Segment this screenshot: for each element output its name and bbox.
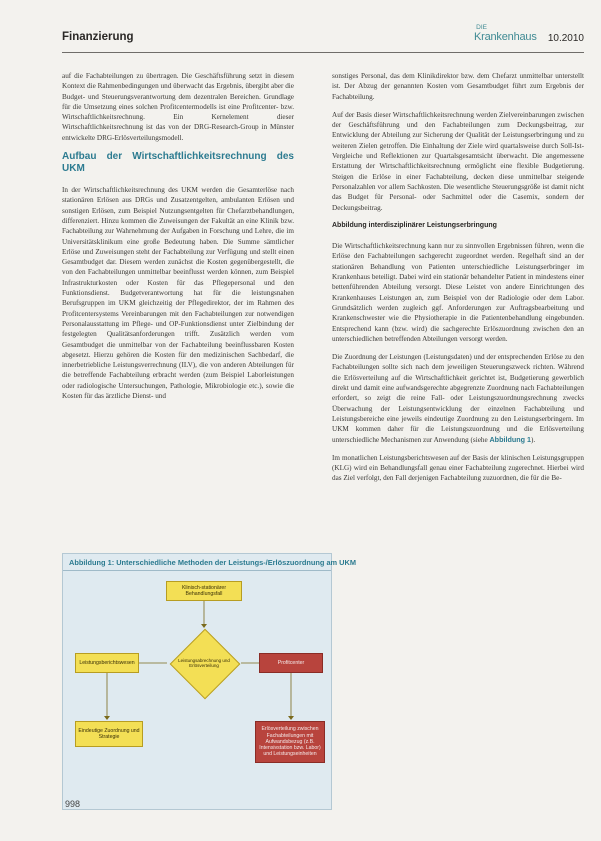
right-paragraph-4-text: Die Zuordnung der Leistungen (Leistungsdaten) und der entsprechenden Erlöse zu den Fachabteilungen sollte sich nach dem jeweiligen Steuerungszweck richten. Während die Erlösverteilung auf die Wirtschaftlichkeit gerichtet ist, Budgetierung gewerblich direkt und damit eine aufwandsgerechte abgegrenzte Zuordnung nach Fachabteilungen erfordert, so zeigt die reine Fall- oder Leistungszuordnungsrechnung zwecks Überwachung der Leistungsentwicklung der einzelnen Fachabteilung und Leistungsbereiche eine jeweils eindeutige Zuordnung zu den Leistungserbringern. Im UKM kommen daher für die Leistungszuordnung und die Erlösverteilung unterschiedliche Mechanismen zur Anwendung (siehe (332, 353, 584, 444)
figure-1 (62, 553, 357, 810)
figure-reference-link[interactable]: Abbildung 1 (489, 434, 532, 444)
right-column (332, 71, 584, 492)
body-paragraph: In der Wirtschaftlichkeitsrechnung des UKM werden die Gesamterlöse nach stationären Erlösen aus DRGs und Zusatzentgelten, ambulanten Erlösen und sonstigen Erlösen, zum Beispiel Nutzungsentgelten für Chefarztbehandlungen, differenziert. Hinzu kommen die Zuweisungen der Fakultät an eine Klinik bzw. Fachabteilung zur Wahrnehmung der Aufgaben in Forschung und Lehre, die im Universitätsklinikum eine große Bedeutung haben. Die Summe sämtlicher Erlöse und Zuweisungen steht der Fachabteilung zur Verfügung und stellt einen Gesamtbudget dar. Diesem werden zunächst die Kosten gegenübergestellt, die von den Fachabteilungen unmittelbar beeinflusst werden können, zum Beispiel Infrastrukturkosten oder Kosten für das Pflegepersonal und den Funktionsdienst. Budgetverantwortung hat für die leistungsnahen Berufsgruppen im UKM gleichzeitig der Pflegedirektor, der im Rahmen des Profitcentersystems Vereinbarungen mit den Fachabteilungen zur notwendigen Personalausstattung im Pflege- und OP-Funktionsdienst unter Zielbindung der festgelegten Qualitätsanforderungen trifft. Zusätzlich werden vom Gesamtbudget die unmittelbar von der Fachabteilung beeinflussbaren Kosten abgesetzt. Hierzu gehören die Kosten für den medizinischen Sachbedarf, die innerbetriebliche Leistungsverrechnung (ILV), die von anderen Abteilungen für die betreffende Fachabteilung erbracht werden (zum Beispiel Laborleistungen oder radiologische Untersuchungen, Pathologie, Mikrobiologie etc.), sowie die Kosten für das ärztliche Dienst- und (62, 186, 294, 401)
diamond-label: Leistungsabrechnung und Erlösverteilung (178, 657, 230, 668)
right-paragraph-5: Im monatlichen Leistungsberichtswesen auf der Basis der klinischen Leistungsgruppen (KLG) wird ein Behandlungsfall genau einer Fachabteilung zugerechnet. Hierbei wird das Ziel verfolgt, den Fall derjenigen Fachabteilung zuzuordnen, die für die Be- (332, 453, 584, 483)
box-profitcenter: Profitcenter (259, 653, 323, 673)
magazine-logo (474, 24, 537, 46)
header-rule (62, 52, 584, 53)
section-heading: Aufbau der Wirtschaftlichkeitsrechnung des UKM (62, 151, 294, 175)
intro-paragraph: auf die Fachabteilungen zu übertragen. Die Geschäftsführung setzt in diesem Kontext die Rahmenbedingungen und überwacht das Ergebnis, übergibt aber die Budget- und Steuerungsverantwortung dem dezentralen Bereichen. Grundlage für die Umsetzung eines solchen Profitcentermodells ist eine Profitcenter- bzw. Wirtschaftlichkeitsrechnung. Ein Kernelement dieser Wirtschaftlichkeitsrechnung ist das von der DRG-Research-Group in Münster entwickelte DRG-Erlösverteilungsmodell. (62, 72, 294, 142)
box-reporting: Leistungsberichtswesen (75, 653, 139, 673)
arrowhead-right-down (288, 716, 294, 720)
right-paragraph-3: Die Wirtschaftlichkeitsrechnung kann nur zu sinnvollen Ergebnissen führen, wenn die Erlöse den Fachabteilungen sachgerecht zugeordnet werden. Regelhaft sind an der stationären Behandlung von Patienten unterschiedliche Leistungserbringer im Krankenhaus beteiligt. Dabei wird ein stationär behandelter Patient in mindestens einer bettenführenden Abteilung versorgt. Diese Leistet von andere Einrichtungen des Krankenhauses Leistungen an, zum Beispiel von der Radiologie oder dem Labor. Grundsätzlich werden zugleich ggf. Anforderungen zur Auftragsbearbeitung und Krankenschwester wie die Physiotherapie in die Patientenbehandlung eingebunden. Entsprechend kann (bzw. wird) die sachgerechte Erlöszuordnung zwischen den an unterschiedlichen betreffenden Abteilungen versorgt werden. (332, 242, 584, 343)
left-column (62, 71, 294, 409)
right-paragraph-1: sonstiges Personal, das dem Klinikdirektor bzw. dem Chefarzt unmittelbar unterstellt ist. Der Abzug der genannten Kosten vom Gesamtbudget führt zum Ergebnis der Fachabteilung. (332, 72, 584, 101)
right-paragraph-4 (332, 352, 584, 445)
decision-diamond (166, 625, 242, 701)
logo-prefix: DIE (476, 24, 487, 31)
box-inpatient-case: Klinisch-stationärer Behandlungsfall (166, 581, 242, 601)
logo-name: Krankenhaus (474, 31, 537, 43)
right-paragraph-2: Auf der Basis dieser Wirtschaftlichkeitsrechnung werden Zielvereinbarungen zwischen der Geschäftsführung und den Fachabteilungen zum Deckungsbeitrag, zur Entwicklung der Abteilung zur Sicherung der Qualität der Leistungserbringung und zu weiteren Zielen getroffen. Die Einhaltung der Ziele wird quartalsweise durch Soll-Ist-Vergleiche und Reflektionen zur Quartalsgesamtsicht überwacht. Die angemessene Erstattung der Wirtschaftlichkeitsrechnung ermöglicht eine flexible Budgetierung. Steigen die Erlöse in einer Fachabteilung, decken diese unmittelbar steigende Personalzahlen vor allem Sachkosten. Die wesentliche Steuerungsgröße ist damit nicht das Budget für Personal- oder Sachmittel oder die Casemix, sondern der Deckungsbeitrag. (332, 110, 584, 212)
figure-title: Abbildung 1: Unterschiedliche Methoden der Leistungs-/Erlöszuordnung am UKM (69, 558, 357, 567)
page-number: 998 (65, 799, 81, 809)
box-revenue-distribution: Erlösverteilung zwischen Fachabteilungen mit Aufwandsbezug (z.B. Intensivstation bzw. Labor) und Leistungseinheiten (255, 721, 325, 763)
section-title: Finanzierung (62, 31, 134, 43)
box-assignment: Eindeutige Zuordnung und Strategie (75, 721, 143, 747)
issue-number: 10.2010 (547, 33, 584, 44)
arrowhead-left-down (104, 716, 110, 720)
right-paragraph-4-end: ). (531, 435, 536, 444)
page-header (62, 24, 584, 49)
subheading: Abbildung interdisziplinärer Leistungserbringung (332, 221, 497, 229)
